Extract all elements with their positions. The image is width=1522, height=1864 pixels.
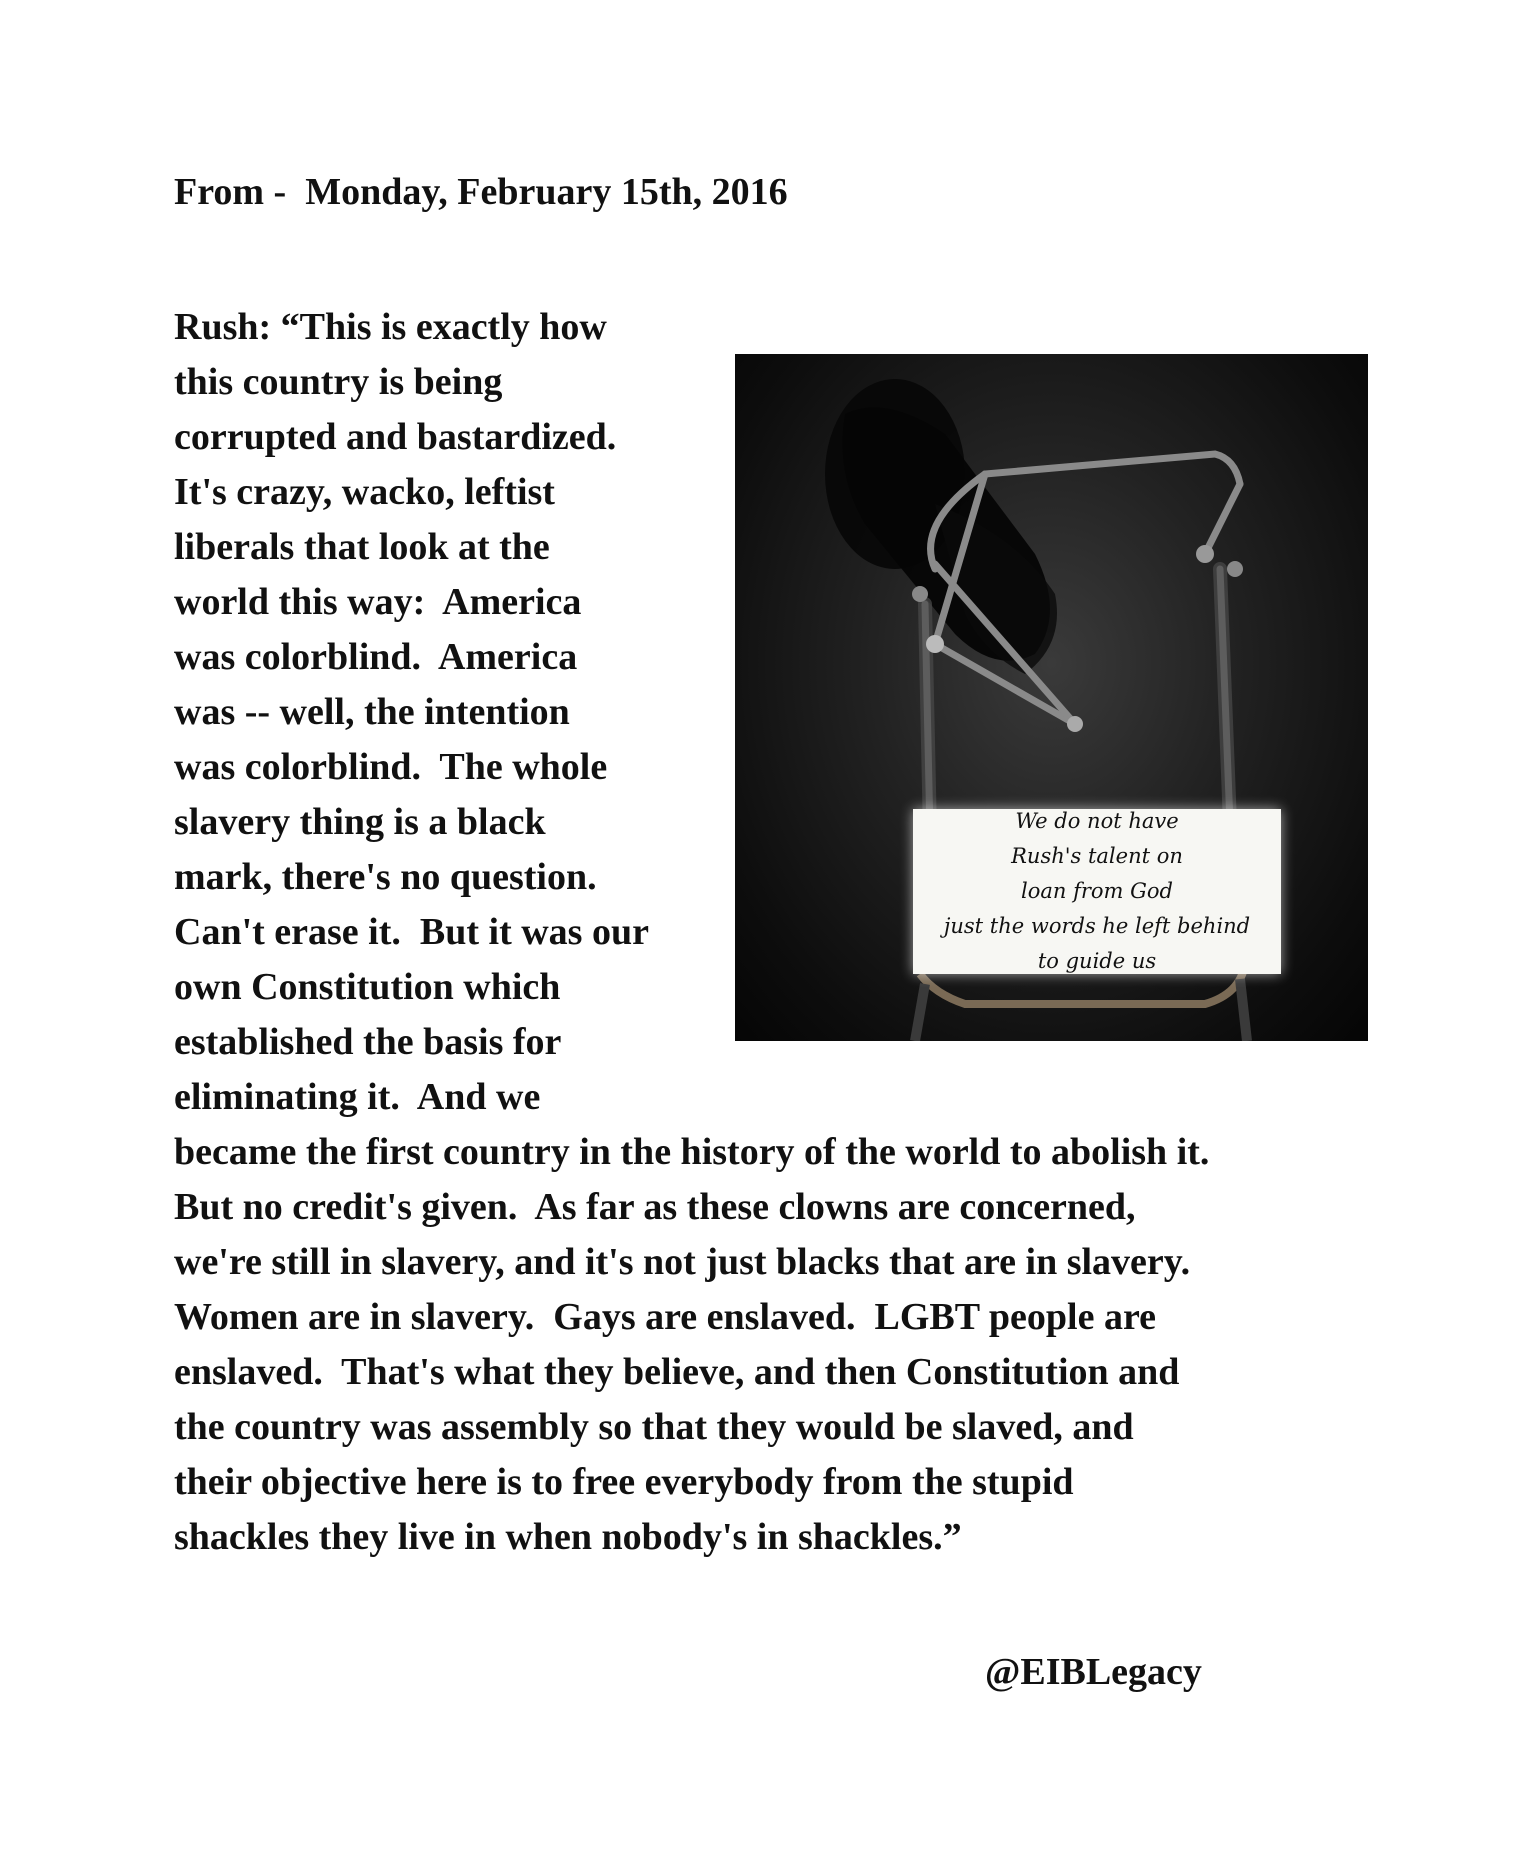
microphone-artwork [735,354,1368,1041]
quote-line: world this way: America [174,581,582,623]
quote-line: shackles they live in when nobody's in shackles.” [174,1516,962,1558]
quote-line: But no credit's given. As far as these clowns are concerned, [174,1186,1136,1228]
quote-line: Rush: “This is exactly how [174,306,607,348]
quote-line: corrupted and bastardized. [174,416,617,458]
card-line: Rush's talent on [1011,844,1183,868]
card-line: to guide us [1037,949,1157,973]
quote-line: Women are in slavery. Gays are enslaved. LGBT people are [174,1296,1157,1338]
quote-line: the country was assembly so that they would be slaved, and [174,1406,1134,1448]
quote-line: It's crazy, wacko, leftist [174,471,555,513]
card-line: loan from God [1021,879,1173,903]
quote-line: we're still in slavery, and it's not just blacks that are in slavery. [174,1241,1191,1283]
quote-line: their objective here is to free everybody from the stupid [174,1461,1074,1503]
quote-line: was colorblind. The whole [174,746,608,788]
quote-line: own Constitution which [174,966,561,1008]
quote-line: eliminating it. And we [174,1076,541,1118]
quote-line: liberals that look at the [174,526,550,568]
dateline: From - Monday, February 15th, 2016 [174,171,788,213]
quote-line: established the basis for [174,1021,562,1063]
quote-line: slavery thing is a black [174,801,546,843]
quote-line: was colorblind. America [174,636,578,678]
quote-line: was -- well, the intention [174,691,570,733]
card-line: We do not have [1015,809,1179,833]
signature-handle: @EIBLegacy [985,1651,1202,1693]
quote-line: Can't erase it. But it was our [174,911,649,953]
card-line: just the words he left behind [943,914,1251,938]
quote-line: became the first country in the history of the world to abolish it. [174,1131,1210,1173]
caption-card [913,809,1281,974]
quote-line: this country is being [174,361,503,403]
quote-line: mark, there's no question. [174,856,597,898]
quote-line: enslaved. That's what they believe, and then Constitution and [174,1351,1180,1393]
